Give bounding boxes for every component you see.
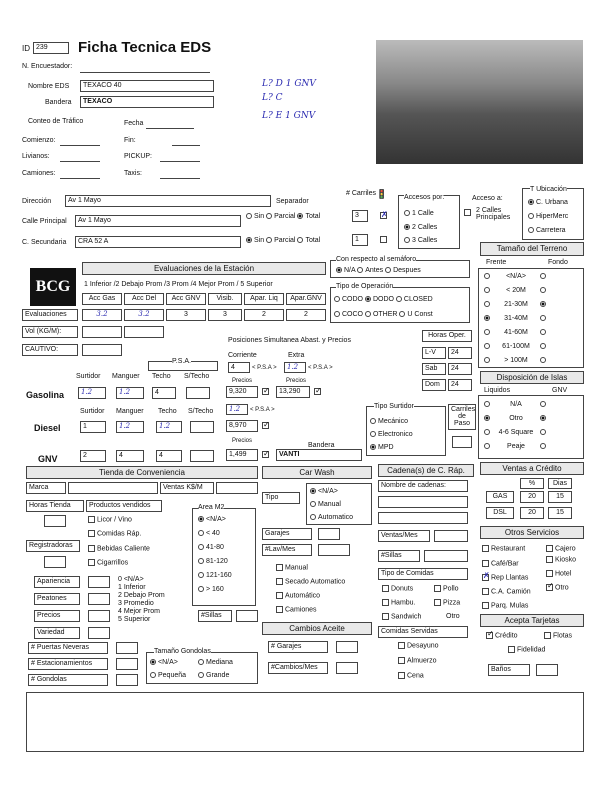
garajes-field[interactable] bbox=[318, 528, 340, 540]
eval-value[interactable]: 3.2 bbox=[82, 309, 122, 321]
registradoras-label: Registradoras bbox=[26, 540, 80, 552]
islas-liquidos: Liquidos bbox=[484, 387, 511, 394]
scale-item: 2 Debajo Prom bbox=[118, 592, 165, 599]
col-surtidor: Surtidor bbox=[76, 373, 101, 380]
peatones-field[interactable] bbox=[88, 593, 110, 605]
carriles-field-1[interactable]: 3 bbox=[352, 210, 368, 222]
terreno-row[interactable]: 31-40M bbox=[484, 315, 548, 322]
islas-row[interactable]: 4-6 Square bbox=[484, 429, 548, 436]
area-opt[interactable]: 121-160 bbox=[198, 572, 232, 579]
bandera-label: Bandera bbox=[45, 99, 72, 106]
aceite-garajes-label: # Garajes bbox=[268, 641, 328, 653]
dom-label: Dom bbox=[422, 379, 446, 391]
gasolina-surtidor[interactable]: 1.2 bbox=[78, 387, 106, 399]
tipo-surtidor-title: Tipo Surtidor bbox=[374, 403, 414, 410]
eval-col: Apar.GNV bbox=[286, 293, 326, 305]
cadena-sillas-label: #Sillas bbox=[378, 550, 420, 562]
scale-item: 5 Superior bbox=[118, 616, 151, 623]
direccion-label: Dirección bbox=[22, 198, 52, 205]
ubicacion-3[interactable]: Carretera bbox=[528, 227, 566, 234]
handwritten-note-1: L? D 1 GNV bbox=[262, 79, 316, 89]
precios-label-2: Precios bbox=[286, 378, 307, 384]
producto-cigarrillos[interactable]: Cigarrillos bbox=[88, 559, 128, 566]
terreno-row[interactable]: <N/A> bbox=[484, 273, 548, 280]
id-label: ID bbox=[22, 44, 30, 53]
cadena-ventas-field[interactable] bbox=[434, 530, 468, 542]
station-photo bbox=[376, 40, 583, 164]
horas-tienda-field[interactable] bbox=[44, 515, 66, 527]
page-title: Ficha Tecnica EDS bbox=[78, 39, 212, 56]
separador-label: Separador bbox=[276, 198, 309, 205]
lav-mes-field[interactable] bbox=[318, 544, 350, 556]
carwash-manual[interactable]: Manual bbox=[276, 564, 308, 571]
bandera-field[interactable]: TEXACO bbox=[80, 96, 214, 108]
calle-secundaria-field[interactable]: CRA 52 A bbox=[75, 236, 241, 248]
carwash-tipo-opt[interactable]: Automatico bbox=[310, 514, 353, 521]
accesos-2[interactable]: 2 Calles bbox=[404, 224, 437, 231]
encuestador-label: N. Encuestador: bbox=[22, 63, 73, 70]
credito-dsl-dias[interactable]: 15 bbox=[548, 507, 572, 519]
banos-field[interactable] bbox=[536, 664, 558, 676]
servicio-hotel[interactable]: Hotel bbox=[546, 570, 571, 577]
gondola-opt-row-2[interactable]: Pequeña Grande bbox=[150, 672, 229, 679]
nombre-eds-field[interactable]: TEXACO 40 bbox=[80, 80, 214, 92]
diesel-surtidor[interactable]: 1 bbox=[80, 421, 106, 433]
tipo-operacion-title: Tipo de Operación bbox=[336, 283, 394, 290]
col-techo: Techo bbox=[158, 408, 177, 415]
gasolina-check-1[interactable] bbox=[262, 388, 269, 395]
terreno-row[interactable]: 41-60M bbox=[484, 329, 548, 336]
nombre-eds-label: Nombre EDS bbox=[28, 83, 70, 90]
eval-col: Acc Gas bbox=[82, 293, 122, 305]
calle-secundaria-label: C. Secundaria bbox=[22, 239, 67, 246]
col-stecho: S/Techo bbox=[184, 373, 210, 380]
apariencia-field[interactable] bbox=[88, 576, 110, 588]
servida-desayuno[interactable]: Desayuno bbox=[398, 642, 439, 649]
diesel-techo[interactable]: 1.2 bbox=[156, 421, 182, 433]
credito-gas-label: GAS bbox=[486, 491, 514, 503]
eval-value[interactable]: 3 bbox=[208, 309, 242, 321]
gnv-bandera-field[interactable]: VANTI bbox=[276, 449, 362, 461]
garajes-label: Garajes bbox=[262, 528, 312, 540]
productos-label: Productos vendidos bbox=[86, 500, 162, 512]
notes-area[interactable] bbox=[26, 692, 584, 752]
terreno-row[interactable]: < 20M bbox=[484, 287, 548, 294]
eval-value[interactable]: 3 bbox=[166, 309, 206, 321]
fin-label: Fin: bbox=[124, 137, 136, 144]
islas-header: Disposición de Islas bbox=[480, 371, 584, 384]
eval-col: Apar. Liq bbox=[244, 293, 284, 305]
registradoras-field[interactable] bbox=[44, 556, 66, 568]
islas-row[interactable]: Otro bbox=[484, 415, 548, 422]
carwash-tipo-opt[interactable]: <N/A> bbox=[310, 488, 338, 495]
sillas-tienda-label: #Sillas bbox=[198, 610, 232, 622]
cadena-nombre-field-2[interactable] bbox=[378, 512, 468, 524]
gasolina-precio-extra[interactable]: 13,290 bbox=[276, 386, 310, 398]
otros-header: Otros Servicios bbox=[480, 526, 584, 539]
carriles-field-2[interactable]: 1 bbox=[352, 234, 368, 246]
ubicacion-2[interactable]: HiperMerc bbox=[528, 213, 568, 220]
gondola-opt-row-1[interactable]: <N/A> Mediana bbox=[150, 659, 233, 666]
tipo-surtidor-2[interactable]: Electronico bbox=[370, 431, 413, 438]
col-techo: Techo bbox=[152, 373, 171, 380]
col-stecho: S/Techo bbox=[188, 408, 214, 415]
col-manguer: Manguer bbox=[116, 408, 144, 415]
diesel-check[interactable] bbox=[262, 422, 269, 429]
comidas-servidas-label: Comidas Servidas bbox=[378, 626, 468, 638]
gasolina-precio-corriente[interactable]: 9,320 bbox=[226, 386, 258, 398]
cautivo-label: CAUTIVO: bbox=[22, 344, 78, 356]
evaluaciones-legend: 1 Inferior /2 Debajo Prom /3 Prom /4 Mejor Prom / 5 Superior bbox=[84, 281, 273, 288]
credito-gas-dias[interactable]: 15 bbox=[548, 491, 572, 503]
camiones-label: Camiones: bbox=[22, 170, 56, 177]
ventas-tienda-field[interactable] bbox=[216, 482, 258, 494]
credito-dias-label: Dias bbox=[548, 478, 572, 489]
tienda-header: Tienda de Conveniencia bbox=[26, 466, 258, 479]
carriles-paso-label: Carriles de Paso bbox=[448, 404, 476, 430]
precios-tienda-label: Precios bbox=[34, 610, 80, 622]
id-field[interactable]: 239 bbox=[33, 42, 69, 54]
terreno-row[interactable]: 61-100M bbox=[484, 343, 548, 350]
eval-value[interactable]: 3.2 bbox=[124, 309, 164, 321]
scale-item: 4 Mejor Prom bbox=[118, 608, 161, 615]
aceite-cambios-field[interactable] bbox=[336, 662, 358, 674]
col-manguer: Manguer bbox=[112, 373, 140, 380]
ubicacion-1[interactable]: C. Urbana bbox=[528, 199, 568, 206]
traffic-light-icon: 🚦 bbox=[376, 189, 388, 199]
estac-label: # Estacionamientos bbox=[28, 658, 108, 670]
tipo-surtidor-1[interactable]: Mecánico bbox=[370, 418, 408, 425]
direccion-field[interactable]: Av 1 Mayo bbox=[65, 195, 271, 207]
diesel-stecho[interactable] bbox=[190, 421, 214, 433]
comida-hambu[interactable]: Hambu. bbox=[382, 599, 416, 606]
credito-gas-pct[interactable]: 20 bbox=[520, 491, 544, 503]
banos-label: Baños bbox=[488, 664, 530, 676]
gnv-stecho[interactable] bbox=[190, 450, 214, 462]
comida-donuts[interactable]: Donuts bbox=[382, 585, 413, 592]
psa-marker-3: < P.S.A > bbox=[250, 407, 275, 413]
terreno-header: Tamaño del Terreno bbox=[480, 242, 584, 256]
eval-value[interactable]: 2 bbox=[286, 309, 326, 321]
tarjeta-fidelidad[interactable]: Fidelidad bbox=[508, 646, 545, 653]
cautivo-field[interactable] bbox=[82, 344, 122, 356]
tipo-operacion-row-2[interactable]: COCO OTHER U Const bbox=[334, 311, 433, 318]
psa-marker-2: < P.S.A > bbox=[308, 365, 333, 371]
terreno-row[interactable]: > 100M bbox=[484, 357, 548, 364]
precios-label: Precios bbox=[232, 378, 253, 384]
eval-col: Acc GNV bbox=[166, 293, 206, 305]
producto-licor[interactable]: Licor / Vino bbox=[88, 516, 132, 523]
cadena-header: Cadena(s) de C. Ráp. bbox=[378, 464, 474, 477]
area-opt[interactable]: 41-80 bbox=[198, 544, 224, 551]
islas-gnv: GNV bbox=[552, 387, 568, 394]
separador-row-1[interactable]: Sin Parcial Total bbox=[246, 213, 320, 220]
gasolina-label: Gasolina bbox=[26, 390, 65, 400]
credito-dsl-pct[interactable]: 20 bbox=[520, 507, 544, 519]
tarjetas-header: Acepta Tarjetas bbox=[480, 614, 584, 627]
peatones-label: Peatones bbox=[34, 593, 80, 605]
psa-marker: < P.S.A > bbox=[252, 365, 277, 371]
terreno-frente: Frente bbox=[486, 259, 507, 266]
col-surtidor: Surtidor bbox=[80, 408, 105, 415]
conteo-label: Conteo de Tráfico bbox=[28, 118, 84, 125]
lav-mes-label: #Lav/Mes bbox=[262, 544, 312, 556]
gnv-check[interactable] bbox=[262, 451, 269, 458]
precios-label-3: Precios bbox=[232, 438, 253, 444]
gasolina-check-2[interactable] bbox=[314, 388, 321, 395]
extra-label: Extra bbox=[288, 352, 305, 359]
gnv-precio[interactable]: 1,499 bbox=[226, 449, 258, 461]
scale-item: 0 <N/A> bbox=[118, 576, 144, 583]
carriles-check-1[interactable] bbox=[380, 212, 387, 219]
variedad-label: Variedad bbox=[34, 627, 80, 639]
gnv-bandera-label: Bandera bbox=[308, 442, 335, 449]
apariencia-label: Apariencia bbox=[34, 576, 80, 588]
calle-principal-field[interactable]: Av 1 Mayo bbox=[75, 215, 241, 227]
handwritten-note-2: L? C bbox=[262, 93, 283, 103]
carwash-camiones[interactable]: Camiones bbox=[276, 606, 317, 613]
cadena-nombre-field[interactable] bbox=[378, 496, 468, 508]
tarjeta-credito[interactable]: ✓Crédito bbox=[486, 632, 518, 639]
area-opt[interactable]: < 40 bbox=[198, 530, 220, 537]
accesos-title: Accesos por: bbox=[404, 194, 445, 201]
tarjeta-flotas[interactable]: Flotas bbox=[544, 632, 572, 639]
tam-gondolas-title: Tamaño Gondolas bbox=[154, 648, 211, 655]
gasolina-stecho[interactable] bbox=[186, 387, 210, 399]
carwash-tipo-opt[interactable]: Manual bbox=[310, 501, 341, 508]
diesel-psa-extra[interactable]: 1.2 bbox=[226, 404, 248, 415]
corriente-label: Corriente bbox=[228, 352, 257, 359]
psa-title: P.S.A. bbox=[172, 358, 191, 365]
cadena-ventas-label: Ventas/Mes bbox=[378, 530, 430, 542]
area-opt[interactable]: > 160 bbox=[198, 586, 224, 593]
livianos-label: Livianos: bbox=[22, 153, 50, 160]
servicio-ca-camion[interactable]: C.A. Camión bbox=[482, 588, 531, 595]
servida-cena[interactable]: Cena bbox=[398, 672, 424, 679]
comienzo-label: Comienzo: bbox=[22, 137, 56, 144]
tipo-operacion-row-1[interactable]: CODO DODO CLOSED bbox=[334, 296, 433, 303]
area-opt[interactable]: <N/A> bbox=[198, 516, 226, 523]
carwash-tipo-label: Tipo bbox=[262, 492, 300, 504]
servicio-rep-llantas[interactable]: ✗Rep Llantas bbox=[482, 574, 528, 581]
horas-oper-label: Horas Oper. bbox=[422, 330, 472, 342]
cadena-sillas-field[interactable] bbox=[424, 550, 468, 562]
credito-dsl-label: DSL bbox=[486, 507, 514, 519]
marca-label: Marca bbox=[26, 482, 66, 494]
terreno-fondo: Fondo bbox=[548, 259, 568, 266]
gnv-label: GNV bbox=[38, 454, 58, 464]
carriles-paso-field[interactable] bbox=[452, 436, 472, 448]
gondolas-field[interactable] bbox=[116, 674, 138, 686]
comida-pollo[interactable]: Pollo bbox=[434, 585, 459, 592]
servicio-otro[interactable]: ✓Otro bbox=[546, 584, 569, 591]
scale-item: 3 Promedio bbox=[118, 600, 154, 607]
aceite-cambios-label: #Cambios/Mes bbox=[268, 662, 328, 674]
pickup-label: PICKUP: bbox=[124, 153, 153, 160]
eval-col: Visib. bbox=[208, 293, 242, 305]
cadena-nombre-label: Nombre de cadenas: bbox=[378, 480, 468, 492]
acceso-a-value: 2 Calles Principales bbox=[476, 207, 511, 221]
servida-almuerzo[interactable]: Almuerzo bbox=[398, 657, 437, 664]
sab-label: Sab bbox=[422, 363, 446, 375]
producto-comidas[interactable]: Comidas Ráp. bbox=[88, 530, 141, 537]
acceso-a-title: Acceso a: bbox=[472, 195, 503, 202]
area-opt[interactable]: 81-120 bbox=[198, 558, 228, 565]
servicio-cajero[interactable]: Cajero bbox=[546, 545, 576, 552]
estac-field[interactable] bbox=[116, 658, 138, 670]
carriles-label: # Carriles bbox=[346, 190, 376, 197]
vol-label: Vol (KG/M): bbox=[22, 326, 78, 338]
vol-field-2[interactable] bbox=[124, 326, 164, 338]
eval-col: Acc Del bbox=[124, 293, 164, 305]
evaluaciones-label: Evaluaciones bbox=[22, 309, 78, 321]
tam-gondolas-box bbox=[146, 652, 258, 684]
gnv-surtidor[interactable]: 2 bbox=[80, 450, 106, 462]
lv-label: L-V bbox=[422, 347, 446, 359]
gasolina-techo[interactable]: 4 bbox=[152, 387, 176, 399]
aceite-garajes-field[interactable] bbox=[336, 641, 358, 653]
carwash-automatico[interactable]: Automático bbox=[276, 592, 320, 599]
precios-tienda-field[interactable] bbox=[88, 610, 110, 622]
handwritten-note-3: L? E 1 GNV bbox=[262, 111, 316, 121]
sab-field[interactable]: 24 bbox=[448, 363, 472, 375]
carriles-check-2[interactable] bbox=[380, 236, 387, 243]
comida-pizza[interactable]: Pizza bbox=[434, 599, 460, 606]
servicio-cafe[interactable]: Café/Bar bbox=[482, 560, 519, 567]
lv-field[interactable]: 24 bbox=[448, 347, 472, 359]
sillas-tienda-field[interactable] bbox=[236, 610, 258, 622]
psa-corriente[interactable]: 4 bbox=[228, 362, 250, 373]
vol-field[interactable] bbox=[82, 326, 122, 338]
comida-sandwich[interactable]: Sandwich bbox=[382, 613, 421, 620]
bcg-logo: BCG bbox=[30, 268, 76, 306]
tipo-surtidor-3[interactable]: MPD bbox=[370, 444, 394, 451]
scale-item: 1 Inferior bbox=[118, 584, 146, 591]
islas-row[interactable]: Peaje bbox=[484, 443, 548, 450]
servicio-restaurant[interactable]: Restaurant bbox=[482, 545, 525, 552]
servicio-parq-mulas[interactable]: Parq. Mulas bbox=[482, 602, 528, 609]
separador-row-2[interactable]: Sin Parcial Total bbox=[246, 237, 320, 244]
horas-tienda-label: Horas Tienda bbox=[26, 500, 84, 512]
gnv-manguer[interactable]: 4 bbox=[116, 450, 144, 462]
diesel-label: Diesel bbox=[34, 423, 61, 433]
comida-otro: Otro bbox=[446, 613, 460, 620]
carwash-secado[interactable]: Secado Automatico bbox=[276, 578, 345, 585]
variedad-field[interactable] bbox=[88, 627, 110, 639]
marca-field[interactable] bbox=[68, 482, 158, 494]
posiciones-title: Posiciones Simultanea Abast. y Precios bbox=[228, 337, 351, 344]
dom-field[interactable]: 24 bbox=[448, 379, 472, 391]
fecha-label: Fecha bbox=[124, 120, 144, 127]
gnv-techo[interactable]: 4 bbox=[156, 450, 182, 462]
taxis-label: Taxis: bbox=[124, 170, 142, 177]
islas-row[interactable]: N/A bbox=[484, 401, 548, 408]
accesos-3[interactable]: 3 Calles bbox=[404, 237, 437, 244]
puertas-label: # Puertas Neveras bbox=[28, 642, 108, 654]
credito-header: Ventas a Crédito bbox=[480, 462, 584, 475]
area-title: Area M2 bbox=[198, 504, 225, 511]
gondolas-label: # Gondolas bbox=[28, 674, 108, 686]
gasolina-manguer[interactable]: 1.2 bbox=[116, 387, 144, 399]
semaforo-options[interactable]: N/A Antes Despues bbox=[336, 267, 421, 274]
ventas-tienda-label: Ventas K$/M bbox=[160, 482, 214, 494]
ubicacion-title: T Ubicación bbox=[530, 186, 567, 193]
eval-value[interactable]: 2 bbox=[244, 309, 284, 321]
producto-bebidas[interactable]: Bebidas Caliente bbox=[88, 545, 150, 552]
servicio-kiosko[interactable]: Kiosko bbox=[546, 556, 576, 563]
diesel-precio[interactable]: 8,970 bbox=[226, 420, 258, 432]
diesel-manguer[interactable]: 1.2 bbox=[116, 421, 144, 433]
acceso-a-check[interactable] bbox=[464, 209, 471, 216]
evaluaciones-header: Evaluaciones de la Estación bbox=[82, 262, 326, 275]
tipo-comidas-label: Tipo de Comidas bbox=[378, 568, 468, 580]
credito-pct-label: % bbox=[520, 478, 544, 489]
terreno-row[interactable]: 21-30M bbox=[484, 301, 548, 308]
psa-extra[interactable]: 1.2 bbox=[284, 362, 306, 373]
semaforo-title: Con respecto al semáforo bbox=[336, 256, 417, 263]
carwash-header: Car Wash bbox=[262, 466, 372, 479]
accesos-1[interactable]: 1 Calle bbox=[404, 210, 434, 217]
puertas-field[interactable] bbox=[116, 642, 138, 654]
aceite-header: Cambios Aceite bbox=[262, 622, 372, 635]
calle-principal-label: Calle Principal bbox=[22, 218, 67, 225]
